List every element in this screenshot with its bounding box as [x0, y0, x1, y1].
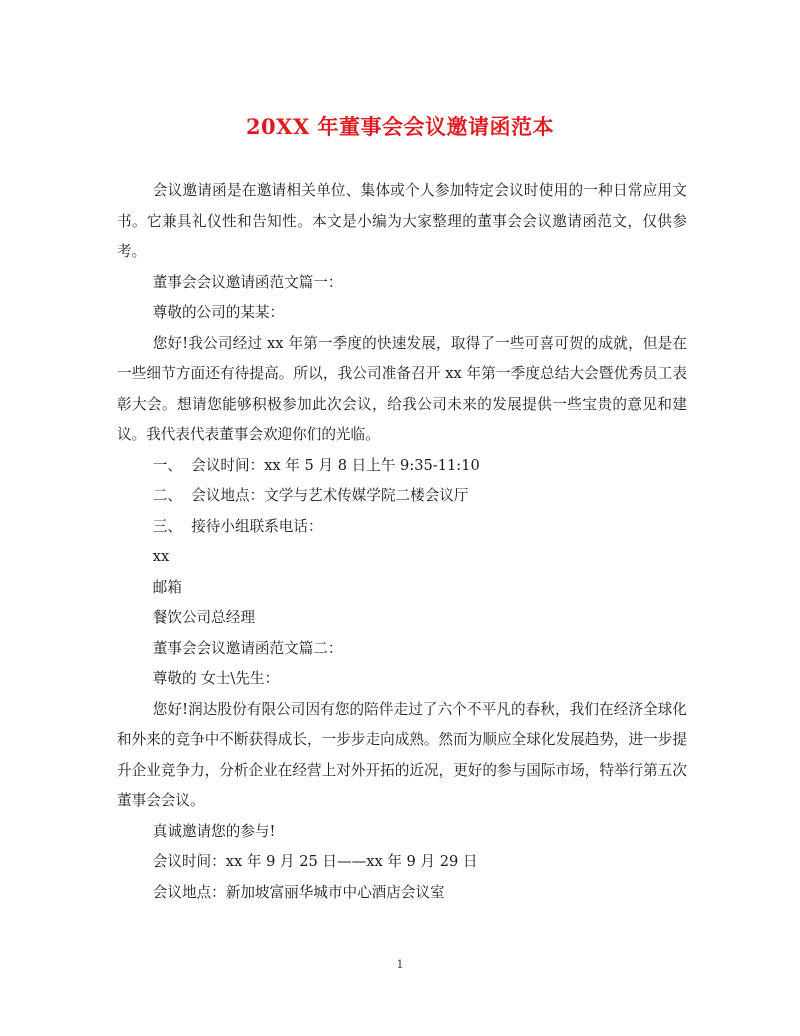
page-number: 1 [396, 958, 404, 971]
document-body [117, 176, 687, 908]
salutation-one: 尊敬的公司的某某： [152, 304, 285, 321]
paragraph-intro: 会议邀请函是在邀请相关单位、集体或个人参加特定会议时使用的一种日常应用文书。它兼具礼仪性和告知性。本文是小编为大家整理的董事会会议邀请函范文，仅供参考。 [117, 182, 687, 260]
salutation-two: 尊敬的 女士\先生： [152, 670, 280, 687]
email-label: 邮箱 [152, 578, 182, 596]
document-title: 20XX 年董事会会议邀请函范本 [245, 114, 555, 139]
contact-phone-value: xx [152, 548, 170, 565]
meeting-time-item: 一、 会议时间：xx 年 5 月 8 日上午 9:35-11:10 [152, 456, 480, 474]
section-heading-two: 董事会会议邀请函范文篇二： [152, 639, 343, 657]
contact-phone-item: 三、 接待小组联系电话： [152, 517, 323, 535]
section-heading-one: 董事会会议邀请函范文篇一： [152, 273, 343, 291]
meeting-location-two: 会议地点：新加坡富丽华城市中心酒店会议室 [152, 883, 445, 901]
invitation-closing: 真诚邀请您的参与! [152, 822, 276, 840]
meeting-location-item: 二、 会议地点：文学与艺术传媒学院二楼会议厅 [152, 487, 469, 504]
paragraph-invitation-one: 您好!我公司经过 xx 年第一季度的快速发展，取得了一些可喜可贺的成就，但是在一些细节方面还有待提高。所以，我公司准备召开 xx 年第一季度总结大会暨优秀员工表彰大会。想请您能够积极参加此次会议，给我公司未来的发展提供一些宝贵的意见和建议。我代表代表董事会欢迎你们的光临。 [117, 334, 687, 443]
signature-line: 餐饮公司总经理 [152, 609, 255, 626]
paragraph-invitation-two: 您好!润达股份有限公司因有您的陪伴走过了六个不平凡的春秋，我们在经济全球化和外来的竞争中不断获得成长，一步步走向成熟。然而为顺应全球化发展趋势，进一步提升企业竞争力，分析企业在经营上对外开拓的近况，更好的参与国际市场，特举行第五次董事会会议。 [117, 700, 687, 809]
meeting-time-two: 会议时间：xx 年 9 月 25 日——xx 年 9 月 29 日 [152, 853, 478, 870]
